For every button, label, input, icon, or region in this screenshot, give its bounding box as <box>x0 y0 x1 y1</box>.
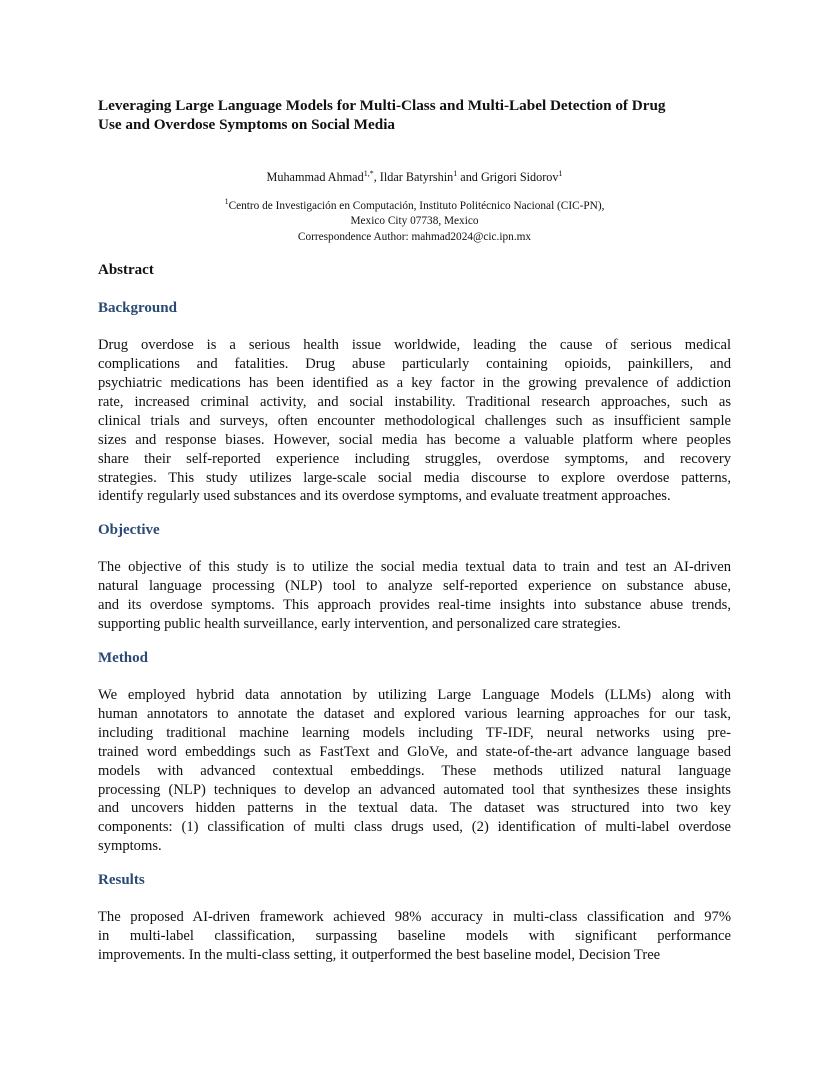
author-separator-1: , <box>373 170 380 184</box>
method-text-line: and uncovers hidden patterns in the textual data. The dataset was structured into two key <box>98 800 731 817</box>
correspondence-line: Correspondence Author: mahmad2024@cic.ipn.mx <box>297 230 532 243</box>
method-text-line: components: (1) classification of multi class drugs used, (2) identification of multi-label overdose <box>98 819 731 836</box>
method-paragraph <box>98 686 731 856</box>
method-text-line: We employed hybrid data annotation by utilizing Large Language Models (LLMs) along with <box>98 687 731 703</box>
affiliation-mark: 1 <box>224 197 229 207</box>
method-text-line: processing (NLP) techniques to develop an advanced automated tool that synthesizes these insights <box>98 781 731 798</box>
author-1-affiliation-mark: 1,* <box>363 168 374 178</box>
author-3-affiliation-mark: 1 <box>558 168 563 178</box>
objective-text-line: and its overdose symptoms. This approach provides real-time insights into substance abuse trends, <box>98 597 731 614</box>
method-text-line: models with advanced contextual embeddings. These methods utilized natural language <box>98 762 731 779</box>
results-text-line: The proposed AI-driven framework achieved 98% accuracy in multi-class classification and 97% <box>98 909 731 926</box>
background-text-line: share their self-reported experience including struggles, overdose symptoms, and recovery <box>98 450 731 467</box>
title-line-2: Use and Overdose Symptoms on Social Media <box>98 116 396 133</box>
affiliation-line-2: Mexico City 07738, Mexico <box>350 215 479 228</box>
results-heading: Results <box>98 872 145 889</box>
background-text-line: sizes and response biases. However, social media has become a valuable platform where peoples <box>98 431 731 448</box>
background-paragraph <box>98 336 731 506</box>
objective-paragraph <box>98 558 731 634</box>
background-text-line: identify regularly used substances and its overdose symptoms, and evaluate treatment approaches. <box>98 488 671 505</box>
method-heading: Method <box>98 650 148 666</box>
author-2-affiliation-mark: 1 <box>453 168 458 178</box>
affiliation-block <box>98 199 731 245</box>
results-text-line: improvements. In the multi-class setting, it outperformed the best baseline model, Decision Tree <box>98 946 661 963</box>
background-text-line: psychiatric medications has been identified as a key factor in the growing prevalence of addiction <box>98 375 731 392</box>
author-1-name: Muhammad Ahmad <box>266 170 364 184</box>
title-line-1: Leveraging Large Language Models for Multi-Class and Multi-Label Detection of Drug <box>98 97 666 114</box>
paper-title <box>98 96 731 134</box>
background-text-line: clinical trials and surveys, often encounter methodological challenges such as insufficient sample <box>98 412 731 429</box>
author-2-name: Ildar Batyrshin <box>379 170 454 184</box>
objective-text-line: supporting public health surveillance, early intervention, and personalized care strategies. <box>98 616 621 633</box>
background-text-line: complications and fatalities. Drug abuse particularly containing opioids, painkillers, and <box>98 356 731 373</box>
affiliation-line-1 <box>98 199 731 214</box>
method-text-line: human annotators to annotate the dataset and explored various learning approaches for our task, <box>98 705 731 722</box>
results-text-line: in multi-label classification, surpassing baseline models with significant performance <box>98 928 731 945</box>
author-separator-2: and <box>457 170 481 184</box>
results-paragraph <box>98 908 731 965</box>
method-text-line: trained word embeddings such as FastText and GloVe, and state-of-the-art advance language based <box>98 743 731 760</box>
background-heading: Background <box>98 300 177 317</box>
background-text-line: rate, increased criminal activity, and social instability. Traditional research approaches, such as <box>98 393 731 410</box>
author-3-name: Grigori Sidorov <box>480 170 559 184</box>
background-text-line: strategies. This study utilizes large-scale social media discourse to explore overdose patterns, <box>98 469 731 486</box>
method-text-line: including traditional machine learning models including TF-IDF, neural networks using pre- <box>98 724 731 741</box>
objective-text-line: natural language processing (NLP) tool to analyze self-reported experience on substance abuse, <box>98 578 731 595</box>
abstract-heading: Abstract <box>98 262 154 279</box>
background-text-line: Drug overdose is a serious health issue worldwide, leading the cause of serious medical <box>98 337 731 354</box>
objective-text-line: The objective of this study is to utilize the social media textual data to train and test an AI-driven <box>98 559 731 576</box>
method-text-line: symptoms. <box>98 838 162 855</box>
author-list <box>98 170 731 185</box>
affiliation-institute: Centro de Investigación en Computación, Instituto Politécnico Nacional (CIC-PN), <box>228 200 605 212</box>
paper-page <box>98 96 731 965</box>
objective-heading: Objective <box>98 522 160 539</box>
